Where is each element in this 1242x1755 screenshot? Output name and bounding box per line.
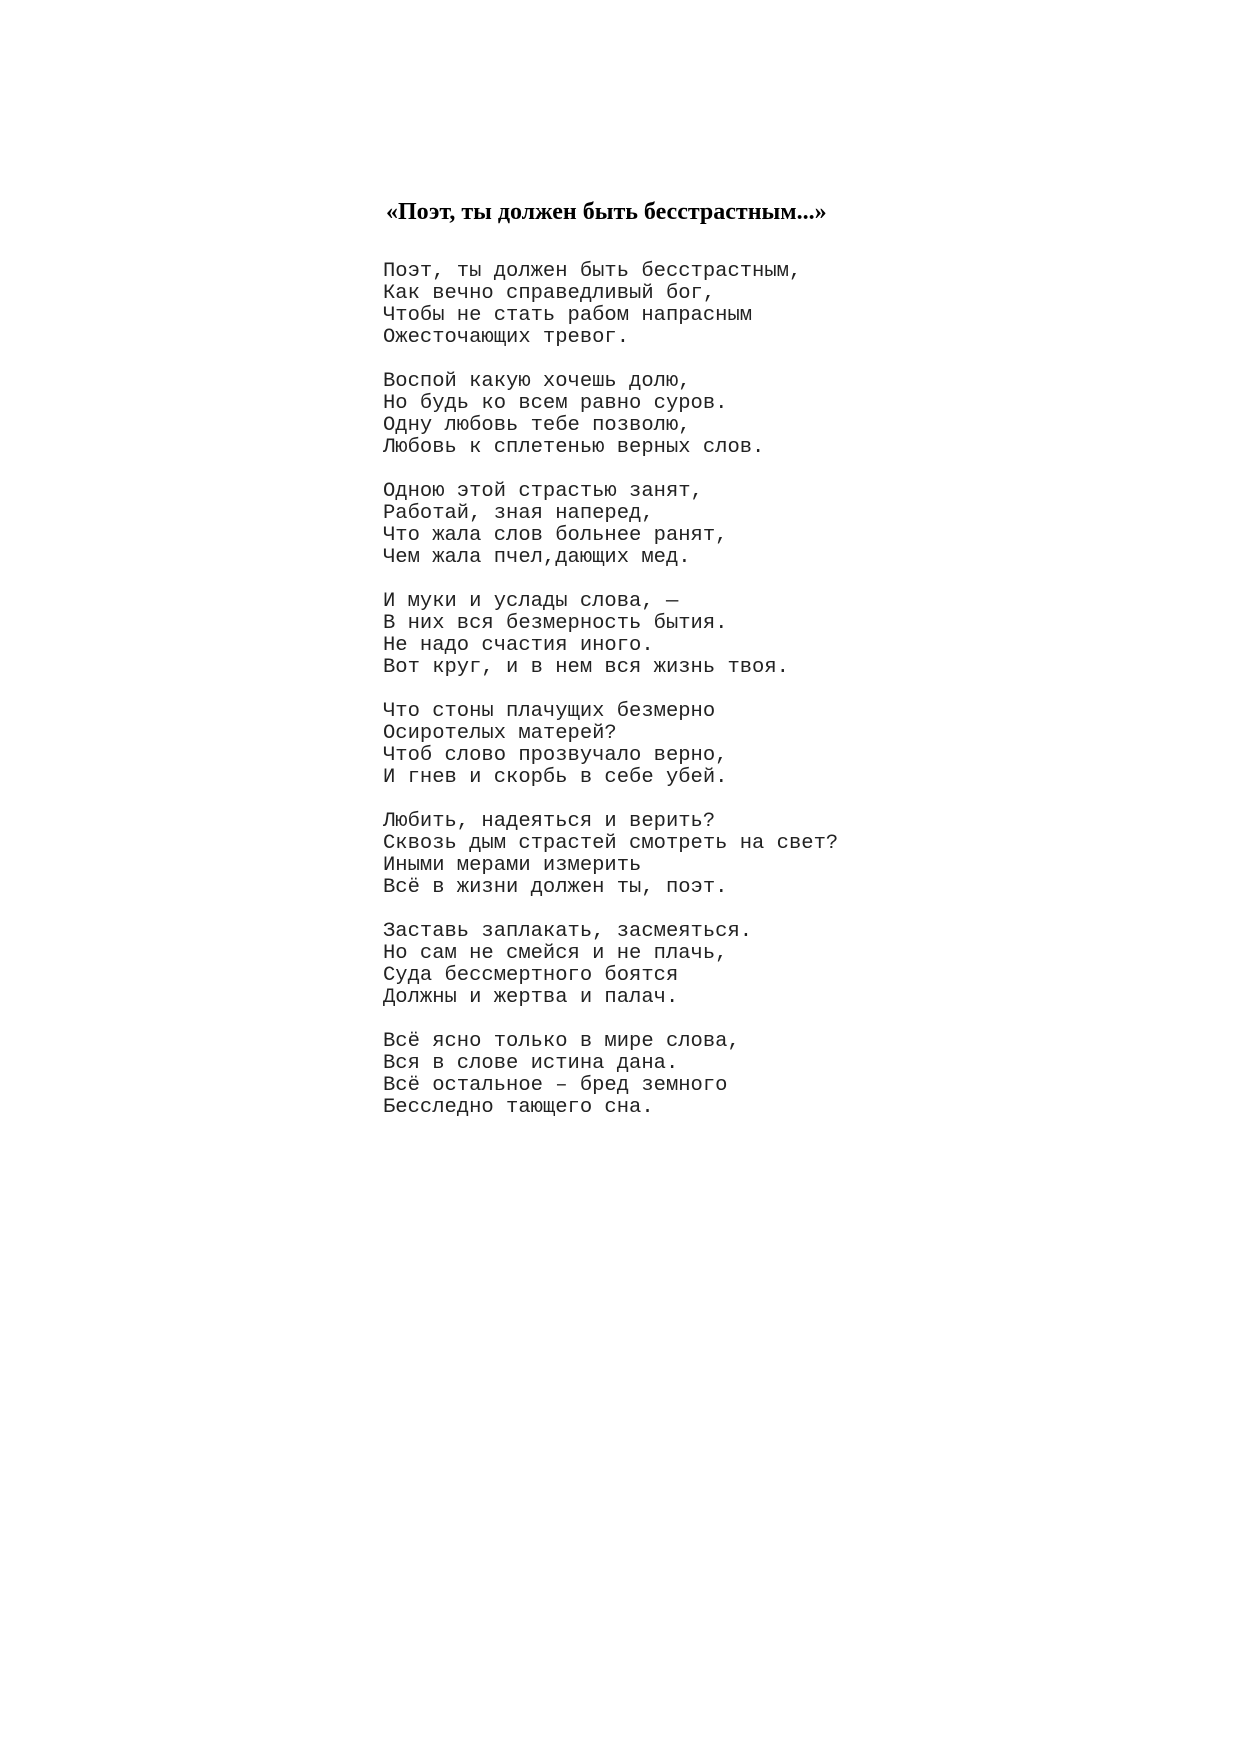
poem-line: Что стоны плачущих безмерно [383,700,716,723]
poem-line: Вся в слове истина дана. [383,1052,679,1075]
poem-line: Всё в жизни должен ты, поэт. [383,876,728,899]
poem-line: Но будь ко всем равно суров. [383,392,728,415]
poem-line: Но сам не смейся и не плачь, [383,942,728,965]
poem-line: Чтоб слово прозвучало верно, [383,744,728,767]
stanza [383,481,838,569]
poem-line: Одною этой страстью занят, [383,480,703,503]
stanza [383,591,838,679]
poem-line: Заставь заплакать, засмеяться. [383,920,753,943]
stanza [383,701,838,789]
poem-line: Работай, зная наперед, [383,502,654,525]
poem-line: Сквозь дым страстей смотреть на свет? [383,832,839,855]
poem-line: Иными мерами измерить [383,854,642,877]
poem-line: Бесследно тающего сна. [383,1096,654,1119]
poem-body [383,261,838,1141]
stanza [383,921,838,1009]
poem-title: «Поэт, ты должен быть бесстрастным...» [386,199,827,225]
poem-line: Осиротелых матерей? [383,722,617,745]
poem-line: Суда бессмертного боятся [383,964,679,987]
stanza [383,811,838,899]
poem-line: И гнев и скорбь в себе убей. [383,766,728,789]
poem-line: Воспой какую хочешь долю, [383,370,691,393]
poem-line: Как вечно справедливый бог, [383,282,716,305]
stanza [383,1031,838,1119]
poem-line: Чтобы не стать рабом напрасным [383,304,753,327]
poem-line: Одну любовь тебе позволю, [383,414,691,437]
poem-line: Должны и жертва и палач. [383,986,679,1009]
poem-line: Не надо счастия иного. [383,634,654,657]
poem-line: Всё остальное – бред земного [383,1074,728,1097]
poem-line: В них вся безмерность бытия. [383,612,728,635]
poem-line: Поэт, ты должен быть бесстрастным, [383,260,802,283]
poem-line: Чем жала пчел,дающих мед. [383,546,691,569]
poem-line: Вот круг, и в нем вся жизнь твоя. [383,656,789,679]
poem-line: Любить, надеяться и верить? [383,810,716,833]
stanza [383,371,838,459]
poem-line: Ожесточающих тревог. [383,326,630,349]
stanza [383,261,838,349]
poem-line: Что жала слов больнее ранят, [383,524,728,547]
poem-line: Всё ясно только в мире слова, [383,1030,740,1053]
poem-line: И муки и услады слова, — [383,590,679,613]
poem-line: Любовь к сплетенью верных слов. [383,436,765,459]
